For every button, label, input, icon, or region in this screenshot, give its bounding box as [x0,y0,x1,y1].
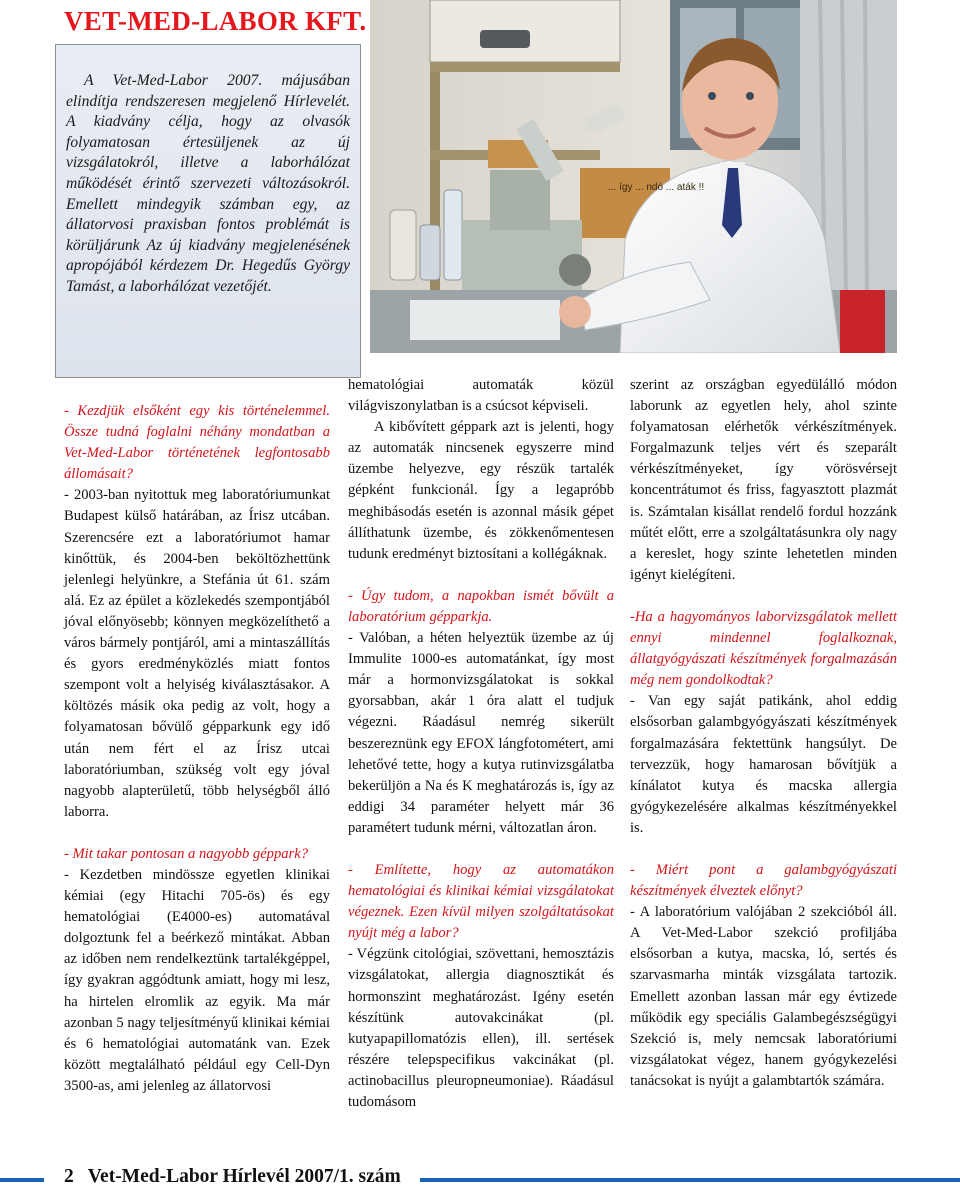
masthead: VET-MED-LABOR KFT. [64,6,367,36]
article-column-2 [348,375,614,1113]
footer [64,1166,407,1192]
page-number: 2 [64,1166,74,1187]
answer-3: - Valóban, a héten helyeztük üzembe az új Immulite 1000-es automatánkat, így most már a hormonvizsgálatokat is sokkal gyorsabban, akár 1 óra alatt el tudjuk végezni. Ráadásul nemrég sikerült beszereznünk egy EFOX lángfotométert, ami lehetővé tette, hogy a kutya rutinvizsgálatba bekerüljön a Na és K meghatározás is, így az eddigi 34 paraméter helyett már 36 paramétert tudunk mérni, változatlan áron. [348,630,614,836]
question-4: - Említette, hogy az automatákon hematológiai és klinikai kémiai vizsgálatokat végeznek. Ezen kívül milyen szolgáltatásokat nyújt még a labor? [348,861,614,942]
footer-title: Vet-Med-Labor Hírlevél 2007/1. szám [87,1166,401,1187]
lab-photo [370,0,897,353]
article-column-3 [630,375,897,1092]
question-1: - Kezdjük elsőként egy kis történelemmel. Össze tudná foglalni néhány mondatban a Vet-Med-Labor történetének legfontosabb állomásait? [64,403,330,483]
footer-band-right [420,1178,960,1182]
answer-1: - 2003-ban nyitottuk meg laboratóriumunkat Budapest külső határában, az Írisz utcában. Szerencsére ezt a laboratóriumot hamar kinőttük, és 2004-ben beköltözhettünk jelenlegi helyünkre, a Stefánia út 61. szám alá. Ez az épület a közlekedés szempontjából jóval előnyösebb; könnyen megközelíthető a város bármely pontjáról, ami a mintaszállítás és gyors eredményközlés miatt fontos szempont volt a helyiség kiválasztásakor. A költözés másik oka pedig az volt, hogy a folyamatosan bővülő gépparkunk egy idő után nem fért el az Írisz utcai laboratóriumban, szükség volt egy jóval nagyobb alapterületű, több helységből álló laborra. [64,487,330,820]
answer-6: - A laboratórium valójában 2 szekcióból áll. A Vet-Med-Labor szekció profiljába elsősorban a kutya, macska, ló, sertés és szarvasmarha minták vizsgálata tartozik. Emellett azonban lassan már egy évtizede működik egy speciális Galambegészségügyi Szekció is, mely nemcsak laboratóriumi vizsgálatokat végez, hanem gyógykezelési tanácsokat is nyújt a galambtartók számára. [630,904,897,1089]
answer-4: - Végzünk citológiai, szövettani, hemosztázis vizsgálatokat, allergia diagnosztikát és hormonszint meghatározást. Igény esetén készítünk autovakcinákat (pl. kutyapapillomatózis ellen), ill. sertések részére telepspecifikus vakcinákat (pl. actinobacillus pleuropneumoniae). Ráadásul tudomásom [348,946,614,1110]
answer-4-continued: szerint az országban egyedülálló módon laborunk az egyetlen hely, ahol szinte folyamatosan elérhetők vérkészítmények. Forgalmazunk teljes vért és szeparált vérkészítményeket, így vörösvérsejt koncentrátumot és friss, fagyasztott plazmát is. Számtalan kisállat rendelő fordul hozzánk műtét előtt, erre a szolgáltatásunkra oly nagy a kereslet, hogy szinte lehetetlen minden igényt kielégíteni. [630,377,897,583]
lab-photo-illustration [370,0,897,353]
answer-2-paragraph: A kibővített géppark azt is jelenti, hogy az automaták nincsenek egyszerre mind üzembe helyezve, egy részük tartalék gépként funkcionál. Így a legapróbb meghibásodás esetén is azonnal másik gépet állíthatunk üzembe, és zökkenőmentesen tudunk eredményt biztosítani a kollégáknak. [348,419,614,562]
question-5: -Ha a hagyományos laborvizsgálatok mellett ennyi mindennel foglalkoznak, állatgyógyászati készítmények forgalmazásán még nem gondolkodtak? [630,608,897,689]
question-2: - Mit takar pontosan a nagyobb géppark? [64,845,309,862]
article-column-1 [64,401,330,1097]
photo-sign-text: ... így ... ndó ... aták !! [608,182,705,193]
intro-box [55,44,361,378]
footer-band-left [0,1178,44,1182]
question-3: - Úgy tudom, a napokban ismét bővült a laboratórium gépparkja. [348,587,614,625]
question-6: - Miért pont a galambgyógyászati készítmények élveztek előnyt? [630,861,897,900]
answer-2-continued: hematológiai automaták közül világviszonylatban is a csúcsot képviseli. [348,377,614,415]
answer-5: - Van egy saját patikánk, ahol eddig elsősorban galambgyógyászati készítmények forgalmazására fektettünk hangsúlyt. De tervezzük, hogy hamarosan bővítjük a kínálatot kutya és macska allergia gyógykezelésére alkalmas készítményekkel is. [630,693,897,836]
answer-2: - Kezdetben mindössze egyetlen klinikai kémiai (egy Hitachi 705-ös) és egy hematológiai (E4000-es) automatával dolgoztunk fel a beérkező mintákat. Abban az időben nem rendelkeztünk tartalékgéppel, így gyakran aggódtunk amiatt, hogy mi lesz, ha hirtelen elromlik az egyik. Ma már azonban 5 nagy teljesítményű klinikai kémiai és 6 hematológiai automatánk van. Ezek között megtalálható például egy Cell-Dyn 3500-as, ami jelenleg az állatorvosi [64,866,330,1094]
intro-text: A Vet-Med-Labor 2007. májusában elindítja rendszeresen megjelenő Hírlevelét. A kiadvány célja, hogy az olvasók folyamatosan értesüljenek az új vizsgálatokról, illetve a laborhálózat működését érintő szervezeti változásokról. Emellett mindegyik számban egy, az állatorvosi praxisban fontos problémát is körüljárunk Az új kiadvány megjelenésének apropójából kérdezem Dr. Hegedűs György Tamást, a laborhálózat vezetőjét. [66,72,350,295]
